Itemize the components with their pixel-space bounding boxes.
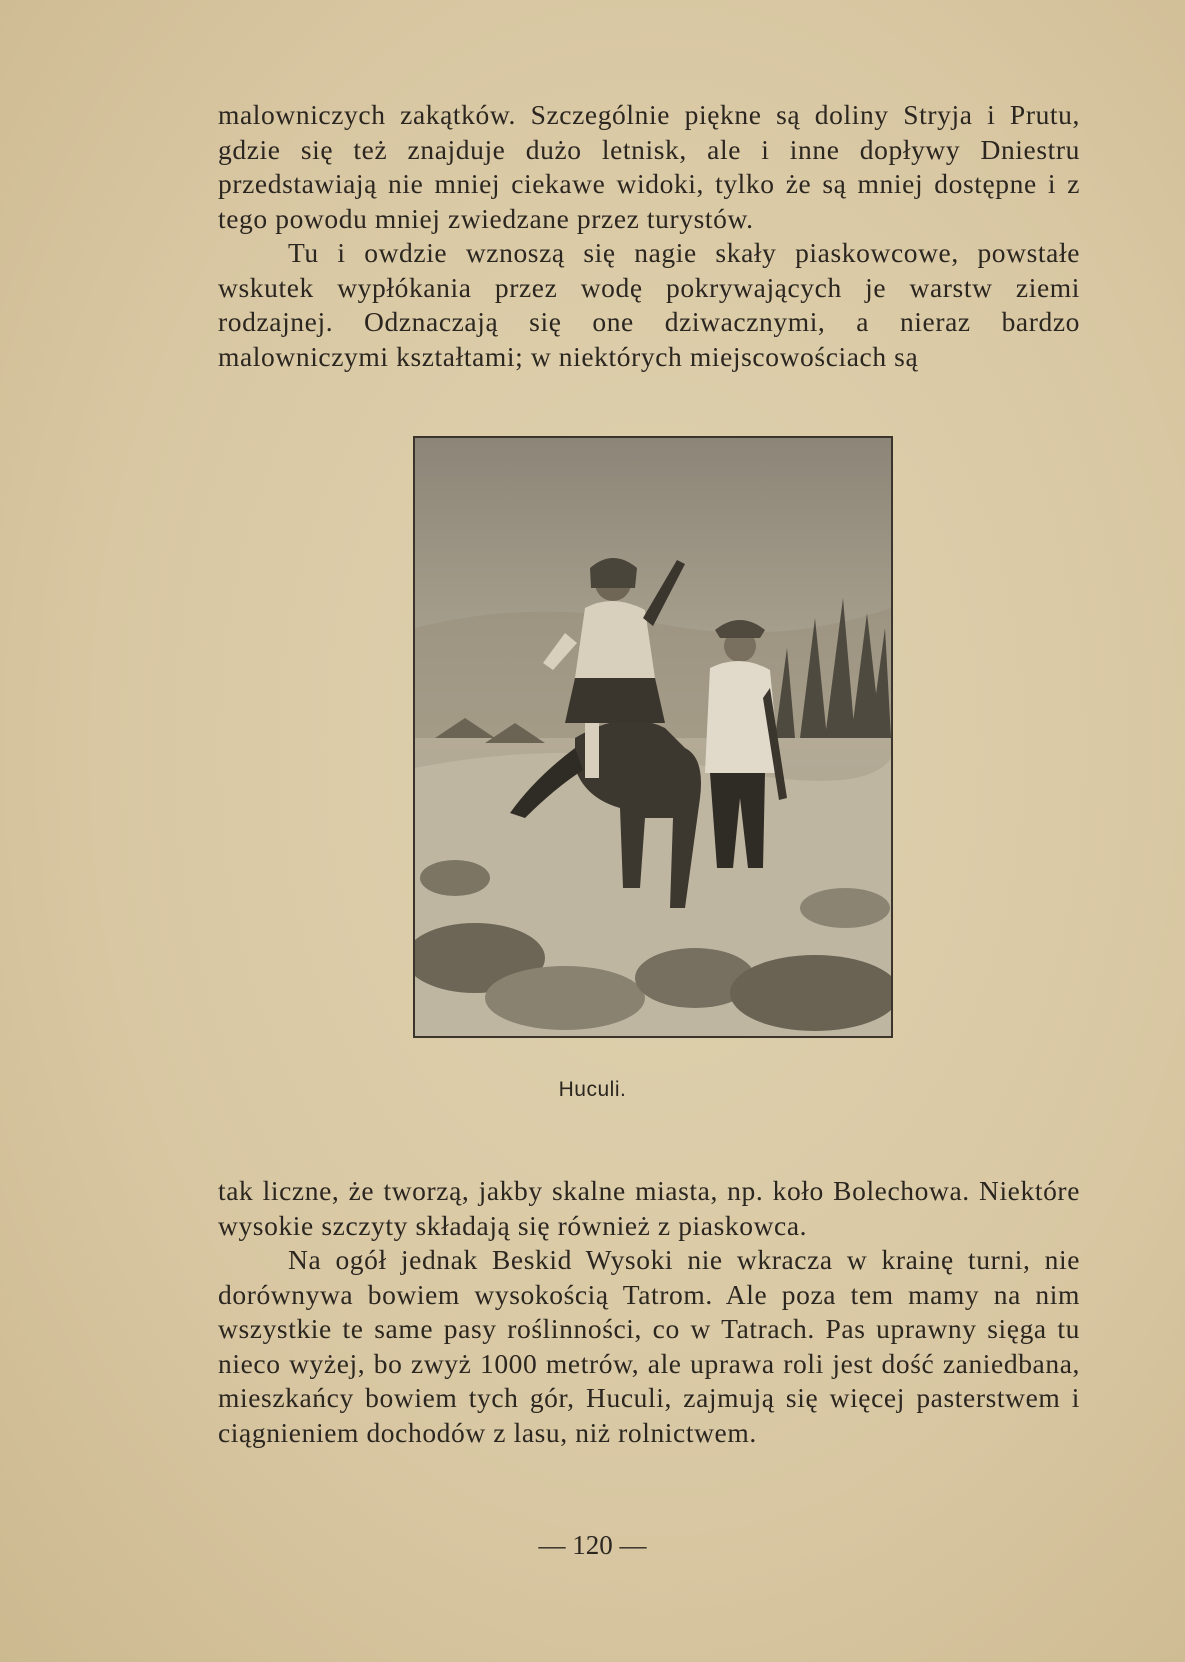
page-number: — 120 — bbox=[538, 1530, 647, 1560]
paragraph: tak liczne, że tworzą, jakby skalne miasta, np. koło Bolechowa. Niektóre wysokie szczyty składają się również z piaskowca. bbox=[218, 1175, 1080, 1241]
illustration-hutsuls bbox=[413, 436, 893, 1038]
paragraph: malowniczych zakątków. Szczególnie piękne są doliny Stryja i Prutu, gdzie się też znajduje dużo letnisk, ale i inne dopływy Dniestru przedstawiają nie mniej ciekawe widoki, tylko że są mniej dostępne i z tego powodu mniej zwiedzane przez turystów. bbox=[218, 99, 1080, 234]
text-block-bottom bbox=[218, 1174, 1080, 1450]
text-block-top bbox=[218, 98, 1080, 374]
paragraph: Na ogół jednak Beskid Wysoki nie wkracza w krainę turni, nie dorównywa bowiem wysokością Tatrom. Ale poza tem mamy na nim wszystkie te same pasy roślinności, co w Tatrach. Pas uprawny sięga tu nieco wyżej, bo zwyż 1000 metrów, ale uprawa roli jest dość zaniedbana, mieszkańcy bowiem tych gór, Huculi, zajmują się więcej pasterstwem i ciągnieniem dochodów z lasu, niż rolnictwem. bbox=[218, 1244, 1080, 1448]
illustration-drawing bbox=[415, 438, 891, 1036]
figure-caption: Huculi. bbox=[558, 1078, 627, 1101]
paragraph: Tu i owdzie wznoszą się nagie skały piaskowcowe, powstałe wskutek wypłókania przez wodę pokrywających je warstw ziemi rodzajnej. Odznaczają się one dziwacznymi, a nieraz bardzo malowniczymi kształtami; w niektórych miejscowościach są bbox=[218, 237, 1080, 372]
